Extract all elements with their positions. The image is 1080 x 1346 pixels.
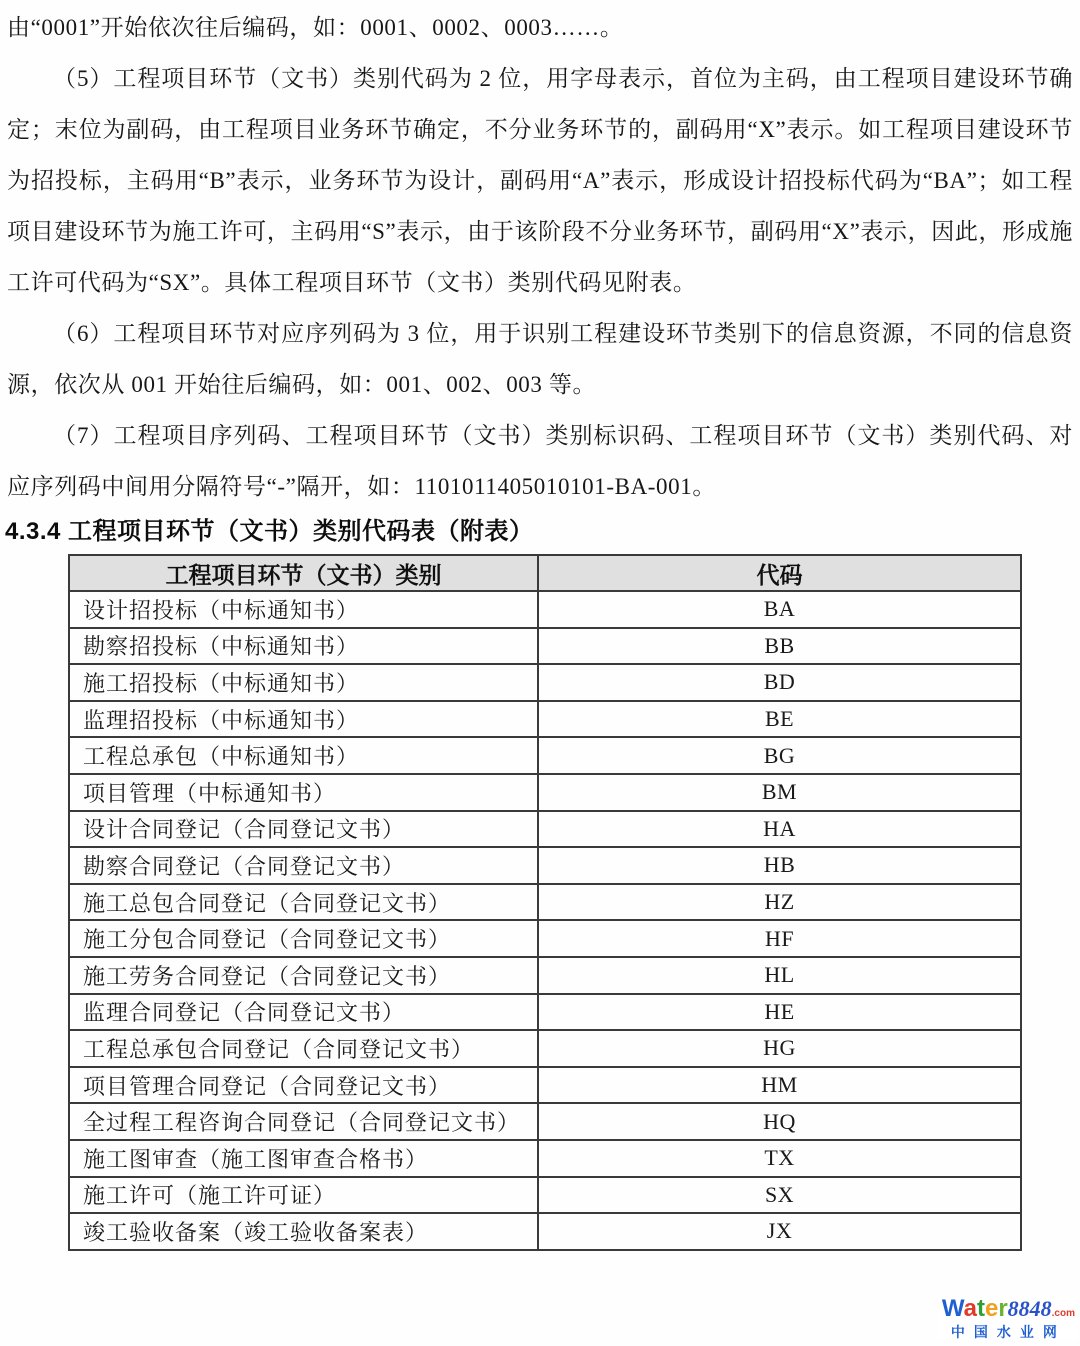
- category-cell: 监理招投标（中标通知书）: [69, 701, 538, 738]
- category-cell: 勘察招投标（中标通知书）: [69, 628, 538, 665]
- table-row: [69, 1030, 1021, 1067]
- code-table: [68, 554, 1022, 1251]
- code-cell: SX: [538, 1177, 1021, 1214]
- category-cell: 项目管理（中标通知书）: [69, 774, 538, 811]
- code-cell: BD: [538, 664, 1021, 701]
- category-cell: 项目管理合同登记（合同登记文书）: [69, 1067, 538, 1104]
- table-row: [69, 1213, 1021, 1250]
- table-row: [69, 591, 1021, 628]
- table-row: [69, 994, 1021, 1031]
- category-cell: 施工许可（施工许可证）: [69, 1177, 538, 1214]
- table-row: [69, 774, 1021, 811]
- watermark: [938, 1295, 1077, 1340]
- watermark-letter: a: [963, 1295, 977, 1322]
- table-row: [69, 1103, 1021, 1140]
- table-header-row: [69, 555, 1021, 591]
- table-row: [69, 701, 1021, 738]
- body-text: [0, 0, 1080, 512]
- code-cell: HB: [538, 847, 1021, 884]
- watermark-letter: W: [941, 1295, 964, 1322]
- table-row: [69, 920, 1021, 957]
- category-cell: 施工招投标（中标通知书）: [69, 664, 538, 701]
- code-cell: HG: [538, 1030, 1021, 1067]
- watermark-logo: [942, 1297, 1075, 1321]
- table-row: [69, 1140, 1021, 1177]
- column-header-code: 代码: [538, 555, 1021, 591]
- watermark-letter: r: [998, 1295, 1008, 1322]
- table-row: [69, 664, 1021, 701]
- code-cell: HF: [538, 920, 1021, 957]
- code-cell: BM: [538, 774, 1021, 811]
- table-row: [69, 884, 1021, 921]
- code-cell: BA: [538, 591, 1021, 628]
- paragraph-continuation: 由“0001”开始依次往后编码，如：0001、0002、0003……。: [7, 15, 624, 40]
- watermark-domain-suffix: .com: [1051, 1308, 1075, 1319]
- code-cell: HL: [538, 957, 1021, 994]
- table-row: [69, 1177, 1021, 1214]
- paragraph-item-7: （7）工程项目序列码、工程项目环节（文书）类别标识码、工程项目环节（文书）类别代码、对应序列码中间用分隔符号“-”隔开，如：1101011405010101-BA-001。: [7, 423, 1073, 499]
- column-header-category: 工程项目环节（文书）类别: [69, 555, 538, 591]
- category-cell: 勘察合同登记（合同登记文书）: [69, 847, 538, 884]
- watermark-letter: e: [984, 1295, 999, 1322]
- category-cell: 施工总包合同登记（合同登记文书）: [69, 884, 538, 921]
- code-cell: TX: [538, 1140, 1021, 1177]
- code-cell: HM: [538, 1067, 1021, 1104]
- category-cell: 设计合同登记（合同登记文书）: [69, 811, 538, 848]
- table-row: [69, 957, 1021, 994]
- watermark-number: 8848: [1007, 1296, 1052, 1321]
- code-cell: JX: [538, 1213, 1021, 1250]
- code-cell: BE: [538, 701, 1021, 738]
- code-cell: BG: [538, 737, 1021, 774]
- category-cell: 全过程工程咨询合同登记（合同登记文书）: [69, 1103, 538, 1140]
- table-row: [69, 737, 1021, 774]
- code-cell: HQ: [538, 1103, 1021, 1140]
- code-cell: HZ: [538, 884, 1021, 921]
- section-heading: 4.3.4 工程项目环节（文书）类别代码表（附表）: [5, 518, 534, 545]
- category-cell: 竣工验收备案（竣工验收备案表）: [69, 1213, 538, 1250]
- code-cell: HA: [538, 811, 1021, 848]
- code-cell: BB: [538, 628, 1021, 665]
- table-body: [69, 591, 1021, 1250]
- table-row: [69, 847, 1021, 884]
- watermark-letter: t: [976, 1295, 985, 1322]
- category-cell: 工程总承包合同登记（合同登记文书）: [69, 1030, 538, 1067]
- table-row: [69, 811, 1021, 848]
- table-row: [69, 1067, 1021, 1104]
- watermark-subtitle: 中国水业网: [950, 1324, 1066, 1340]
- paragraph-item-6: （6）工程项目环节对应序列码为 3 位，用于识别工程建设环节类别下的信息资源，不同的信息资源，依次从 001 开始往后编码，如：001、002、003 等。: [7, 321, 1073, 397]
- table-row: [69, 628, 1021, 665]
- category-cell: 施工分包合同登记（合同登记文书）: [69, 920, 538, 957]
- watermark-brand-text: [942, 1295, 1008, 1322]
- code-cell: HE: [538, 994, 1021, 1031]
- category-cell: 施工图审查（施工图审查合格书）: [69, 1140, 538, 1177]
- category-cell: 施工劳务合同登记（合同登记文书）: [69, 957, 538, 994]
- paragraph-item-5: （5）工程项目环节（文书）类别代码为 2 位，用字母表示，首位为主码，由工程项目建设环节确定；末位为副码，由工程项目业务环节确定，不分业务环节的，副码用“X”表示。如工程项目建设环节为招投标，主码用“B”表示，业务环节为设计，副码用“A”表示，形成设计招投标代码为“BA”；如工程项目建设环节为施工许可，主码用“S”表示，由于该阶段不分业务环节，副码用“X”表示，因此，形成施工许可代码为“SX”。具体工程项目环节（文书）类别代码见附表。: [7, 66, 1073, 295]
- category-cell: 监理合同登记（合同登记文书）: [69, 994, 538, 1031]
- category-cell: 设计招投标（中标通知书）: [69, 591, 538, 628]
- category-cell: 工程总承包（中标通知书）: [69, 737, 538, 774]
